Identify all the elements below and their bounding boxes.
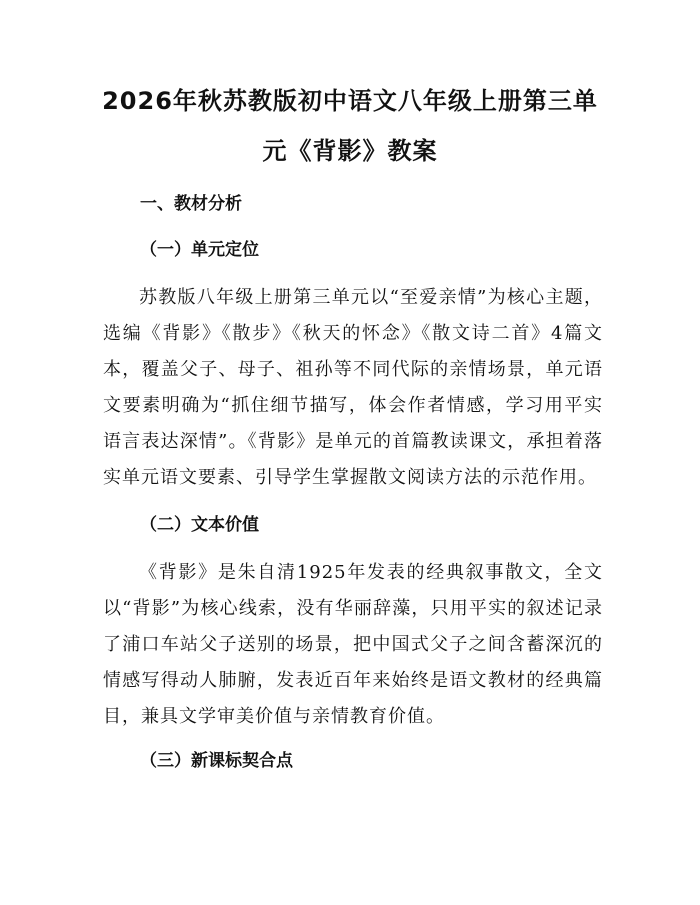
subsection-heading-unit-position: （一）单元定位 bbox=[140, 240, 259, 260]
document-title-line-2: 元《背影》教案 bbox=[262, 137, 438, 165]
section-heading-textbook-analysis: 一、教材分析 bbox=[140, 194, 242, 214]
subsection-heading-curriculum-fit: （三）新课标契合点 bbox=[140, 751, 293, 771]
subsection-heading-text-value: （二）文本价值 bbox=[140, 515, 259, 535]
document-title-line-1: 2026年秋苏教版初中语文八年级上册第三单 bbox=[102, 87, 598, 115]
paragraph-unit-position: 苏教版八年级上册第三单元以“至爱亲情”为核心主题，选编《背影》《散步》《秋天的怀念》《散文诗二首》4篇文本，覆盖父子、母子、祖孙等不同代际的亲情场景，单元语文要素明确为“抓住细节描写，体会作者情感，学习用平实语言表达深情”。《背影》是单元的首篇教读课文，承担着落实单元语文要素、引导学生掌握散文阅读方法的示范作用。 bbox=[103, 287, 603, 488]
paragraph-text-value: 《背影》是朱自清1925年发表的经典叙事散文，全文以“背影”为核心线索，没有华丽辞藻，只用平实的叙述记录了浦口车站父子送别的场景，把中国式父子之间含蓄深沉的情感写得动人肺腑，发表近百年来始终是语文教材的经典篇目，兼具文学审美价值与亲情教育价值。 bbox=[103, 562, 603, 727]
